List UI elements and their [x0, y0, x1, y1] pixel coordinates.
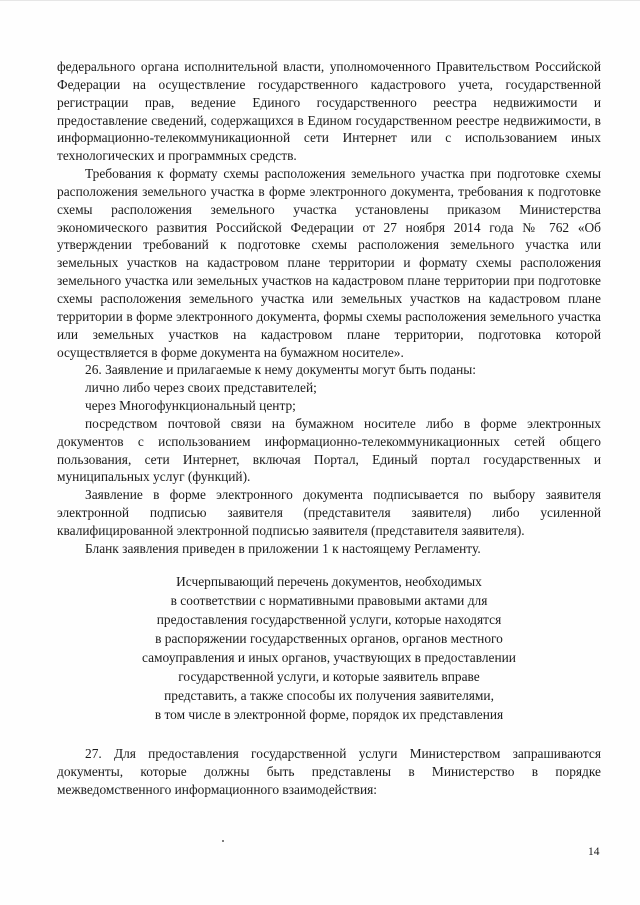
heading-line: Исчерпывающий перечень документов, необходимых — [176, 573, 482, 589]
heading-line: в том числе в электронной форме, порядок их представления — [154, 707, 504, 723]
paragraph-continuation: федерального органа исполнительной власти, уполномоченного Правительством Российской Федерации на осуществление государственного кадастрового учета, государственной регистрации прав, ведение Единого государственного реестра недвижимости и предоставление сведений, содержащихся в Едином государственном реестре недвижимости, в информационно-телекоммуникационной сети Интернет или с использованием иных технологических и программных средств. — [57, 59, 601, 164]
scan-dot — [222, 840, 224, 842]
list-item-in-person: лично либо через своих представителей; — [85, 380, 317, 396]
document-body — [57, 58, 601, 799]
paragraph-format-requirements: Требования к формату схемы расположения земельного участка при подготовке схемы расположения земельного участка в форме электронного документа, требования к подготовке схемы расположения земельного участка установлены приказом Министерства экономического развития Российской Федерации от 27 ноября 2014 года № 762 «Об утверждении требований к подготовке схемы расположения земельного участка или земельных участков на кадастровом плане территории и формату схемы расположения земельного участка или земельных участков на кадастровом плане территории при подготовке схемы расположения земельного участка или земельных участков на кадастровом плане территории в форме электронного документа, формы схемы расположения земельного участка или земельных участков на кадастровом плане территории, подготовка которой осуществляется в форме документа на бумажном носителе». — [57, 166, 601, 360]
paragraph-application-form: Бланк заявления приведен в приложении 1 к настоящему Регламенту. — [85, 540, 481, 556]
paragraph-27: 27. Для предоставления государственной услуги Министерством запрашиваются документы, которые должны быть представлены в Министерство в порядке межведомственного информационного взаимодействия: — [57, 746, 601, 798]
paragraph-26-intro: 26. Заявление и прилагаемые к нему документы могут быть поданы: — [85, 362, 476, 378]
heading-line: представить, а также способы их получения заявителями, — [164, 688, 494, 704]
heading-line: самоуправления и иных органов, участвующих в предоставлении — [142, 650, 516, 665]
scan-edge-line — [0, 0, 640, 1]
list-item-postal-electronic: посредством почтовой связи на бумажном носителе либо в форме электронных документов с использованием информационно-телекоммуникационных сетей общего пользования, сети Интернет, включая Портал, Единый портал государственных и муниципальных услуг (функций). — [57, 415, 601, 485]
heading-line: в соответствии с нормативными правовыми актами для — [170, 592, 488, 608]
list-item-mfc: через Многофункциональный центр; — [85, 398, 296, 414]
heading-line: предоставления государственной услуги, которые находятся — [156, 611, 502, 627]
section-heading — [57, 572, 601, 725]
page-number: 14 — [588, 846, 600, 858]
paragraph-electronic-signature: Заявление в форме электронного документа подписывается по выбору заявителя электронной подписью заявителя (представителя заявителя) либо усиленной квалифицированной электронной подписью заявителя (представителя заявителя). — [57, 487, 601, 538]
heading-line: в распоряжении государственных органов, органов местного — [155, 630, 503, 646]
heading-line: государственной услуги, и которые заявитель вправе — [178, 669, 480, 685]
